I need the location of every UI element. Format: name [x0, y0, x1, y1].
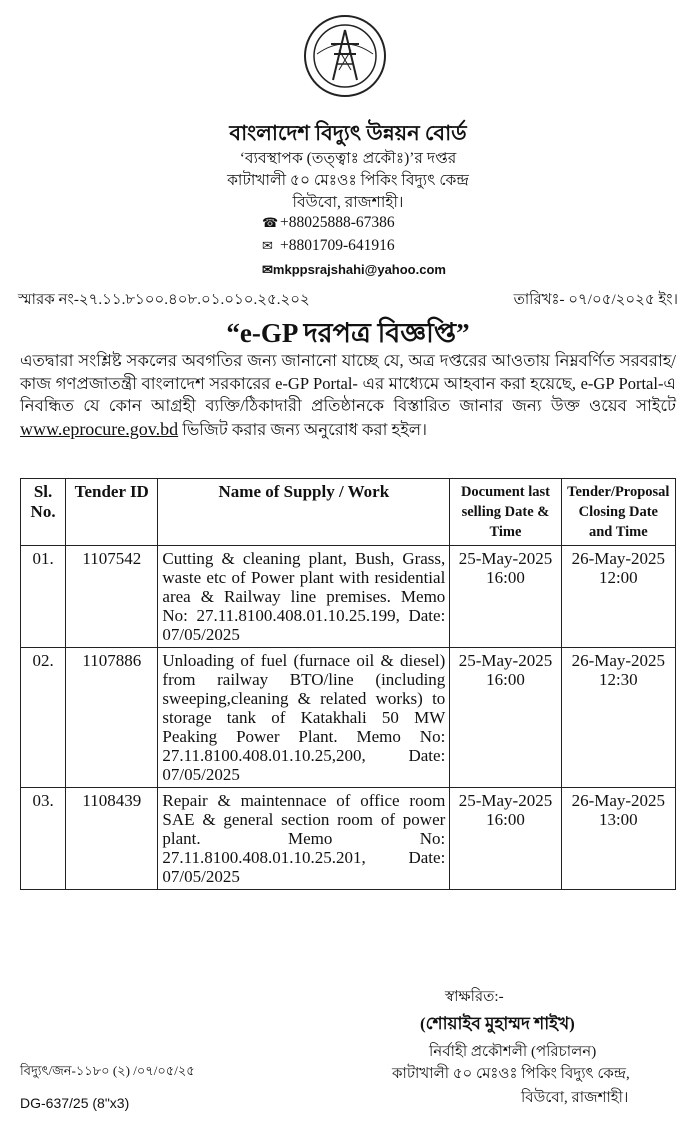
header-tender-id: Tender ID	[66, 479, 158, 546]
signatory-location: বিউবো, রাজশাহী।	[521, 1090, 629, 1106]
row-tender-id: 1107542	[66, 546, 158, 648]
office-name: ‘ব্যবস্থাপক (তত্ত্বাঃ প্রকৌঃ)’র দপ্তর	[239, 150, 457, 167]
organization-name: বাংলাদেশ বিদ্যুৎ উন্নয়ন বোর্ড	[229, 121, 467, 145]
reference-number: বিদ্যুৎ/জন-১১৮০ (২) /০৭/০৫/২৫	[20, 1063, 195, 1078]
tender-table	[20, 478, 676, 890]
header-doc-selling: Document last selling Date & Time	[450, 479, 561, 546]
memo-date: তারিখঃ- ০৭/০৫/২০২৫ ইং।	[513, 292, 678, 308]
row-doc-date: 25-May-2025 16:00	[450, 788, 561, 890]
table-row	[21, 788, 676, 890]
email-line	[262, 262, 446, 278]
email-icon: ✉	[262, 262, 273, 277]
table-row	[21, 546, 676, 648]
signed-label: স্বাক্ষরিত:-	[445, 989, 504, 1005]
bpdb-logo	[303, 14, 387, 98]
row-work: Unloading of fuel (furnace oil & diesel) from railway BTO/line (including sweeping,cleaning & related works) to storage tank of Katakhali 50 MW Peaking Power Plant. Memo No: 27.11.8100.408.01.10.25,200, Date: 07/05/2025	[158, 648, 450, 788]
row-work: Repair & maintennace of office room SAE & general section room of power plant. Memo No: 27.11.8100.408.01.10.25.201, Date: 07/05/2025	[158, 788, 450, 890]
location: বিউবো, রাজশাহী।	[292, 194, 404, 211]
row-doc-date: 25-May-2025 16:00	[450, 648, 561, 788]
telephone-icon: ☎	[262, 215, 279, 230]
notice-title: “e-GP দরপত্র বিজ্ঞপ্তি”	[226, 318, 470, 348]
dg-code: DG-637/25 (8"x3)	[20, 1095, 130, 1111]
email-address: mkppsrajshahi@yahoo.com	[272, 262, 446, 277]
mobile-number: +8801709-641916	[280, 237, 395, 254]
intro-text: এতদ্বারা সংশ্লিষ্ট সকলের অবগতির জন্য জানানো যাচ্ছে যে, অত্র দপ্তরের আওতায় নিম্নবর্ণিত সরবরাহ/কাজ গণপ্রজাতন্ত্রী বাংলাদেশ সরকারের e-GP Portal- এর মাধ্যেমে আহবান করা হয়েছে, e-GP Portal-এ নিবন্ধিত যে কোন আগ্রহী ব্যক্তি/ঠিকাদারী প্রতিষ্ঠানকে বিস্তারিত জানার জন্য উক্ত ওয়েব সাইটে	[20, 351, 676, 415]
row-closing-date: 26-May-2025 12:00	[561, 546, 675, 648]
table-header-row	[21, 479, 676, 546]
header-closing: Tender/Proposal Closing Date and Time	[561, 479, 675, 546]
row-tender-id: 1108439	[66, 788, 158, 890]
row-tender-id: 1107886	[66, 648, 158, 788]
envelope-icon: ✉	[262, 238, 273, 253]
signatory-name: (শোয়াইব মুহাম্মদ শাইখ)	[420, 1014, 575, 1033]
phone-number: +88025888-67386	[280, 214, 395, 231]
signatory-plant: কাটাখালী ৫০ মেঃওঃ পিকিং বিদ্যুৎ কেন্দ্র,	[392, 1066, 630, 1082]
header-sl: Sl. No.	[21, 479, 66, 546]
phone-line	[262, 214, 395, 232]
memo-number: স্মারক নং-২৭.১১.৮১০০.৪০৮.০১.০১০.২৫.২০২	[18, 292, 310, 308]
mobile-line	[262, 237, 395, 255]
table-row	[21, 648, 676, 788]
signatory-designation: নির্বাহী প্রকৌশলী (পরিচালন)	[429, 1044, 597, 1060]
header-work: Name of Supply / Work	[158, 479, 450, 546]
plant-name: কাটাখালী ৫০ মেঃওঃ পিকিং বিদ্যুৎ কেন্দ্র	[227, 172, 469, 189]
row-sl: 02.	[21, 648, 66, 788]
row-sl: 01.	[21, 546, 66, 648]
row-sl: 03.	[21, 788, 66, 890]
eprocure-link[interactable]: www.eprocure.gov.bd	[20, 418, 179, 439]
row-work: Cutting & cleaning plant, Bush, Grass, waste etc of Power plant with residential area & Railway line premises. Memo No: 27.11.8100.408.01.10.25.199, Date: 07/05/2025	[158, 546, 450, 648]
row-closing-date: 26-May-2025 12:30	[561, 648, 675, 788]
row-doc-date: 25-May-2025 16:00	[450, 546, 561, 648]
row-closing-date: 26-May-2025 13:00	[561, 788, 675, 890]
intro-text-after: ভিজিট করার জন্য অনুরোধ করা হইল।	[182, 419, 427, 439]
intro-paragraph	[20, 350, 676, 441]
